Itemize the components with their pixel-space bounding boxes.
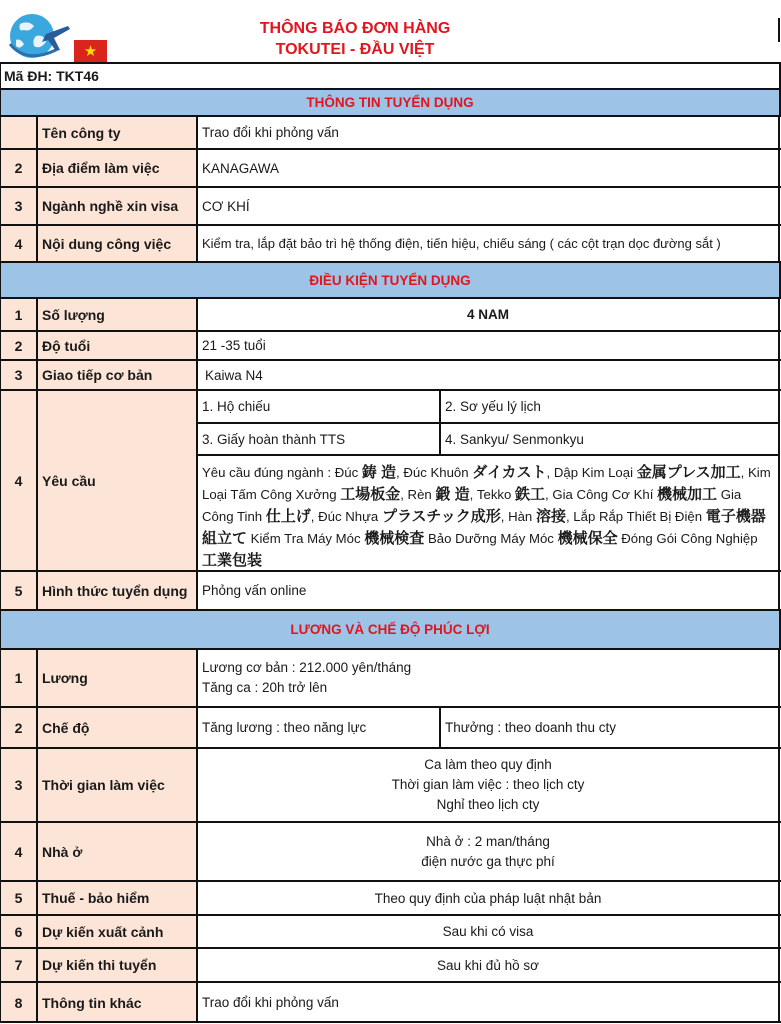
table-row [0,821,781,880]
flag-star: ★ [83,42,98,60]
row-value-left: Tăng lương : theo năng lực [196,708,439,747]
document-item: 1. Hộ chiếu [198,391,439,422]
row-label: Tên công ty [36,117,196,148]
row-label: Thông tin khác [36,983,196,1022]
requirements-grid [196,391,780,570]
vietnam-flag-icon [74,40,107,62]
table-row [0,648,781,706]
row-value: Trao đổi khi phỏng vấn [196,117,780,148]
globe-airplane-logo-icon [6,10,72,62]
table-row [0,747,781,821]
value-line: Nhà ở : 2 man/tháng [426,833,550,849]
row-number: 3 [0,749,36,821]
row-label: Dự kiến thi tuyển [36,949,196,981]
requirement-text: , Hàn [500,509,536,524]
row-label: Ngành nghề xin visa [36,188,196,224]
row-label: Nhà ở [36,823,196,880]
table-row [0,706,781,747]
header-border [778,18,780,42]
document-header [0,0,781,64]
japanese-term: 機械保全 [557,530,618,547]
row-value: CƠ KHÍ [196,188,780,224]
japanese-term: 鉄工 [515,486,546,503]
row-label: Thuế - bảo hiểm [36,882,196,914]
row-label: Độ tuổi [36,332,196,359]
row-label: Yêu cầu [36,391,196,570]
row-number: 5 [0,882,36,914]
requirement-text: , Rèn [400,487,436,502]
row-label: Địa điểm làm việc [36,150,196,186]
table-row [0,914,781,947]
row-number: 1 [0,650,36,706]
row-label: Số lượng [36,299,196,330]
table-row [0,297,781,330]
row-number: 2 [0,332,36,359]
row-label: Hình thức tuyển dụng [36,572,196,609]
row-value: Phỏng vấn online [196,572,780,609]
row-value: Kaiwa N4 [196,361,780,389]
row-number: 8 [0,983,36,1022]
requirement-text: , Dập Kim Loại [546,465,637,480]
row-number: 4 [0,823,36,880]
row-value: Kiểm tra, lắp đặt bảo trì hệ thống điện, tiến hiệu, chiếu sáng ( các cột trạn dọc đường sắt ) [196,226,780,261]
row-number: 4 [0,391,36,570]
row-number: 7 [0,949,36,981]
japanese-term: ダイカスト [472,464,547,481]
japanese-term: 工業包装 [202,552,263,569]
table-row [0,224,781,261]
row-value: Sau khi đủ hồ sơ [196,949,780,981]
row-value: KANAGAWA [196,150,780,186]
row-value: Sau khi có visa [196,916,780,947]
section-header-salary-benefits: LƯƠNG VÀ CHẾ ĐỘ PHÚC LỢI [0,609,781,648]
requirement-text: , Kim Loại Tấm Công Xưởng [202,465,771,502]
row-label: Dự kiến xuất cảnh [36,916,196,947]
title-line-2: TOKUTEI - ĐẦU VIỆT [275,41,435,58]
requirement-text: , Đúc Khuôn [396,465,473,480]
industry-requirements-text [198,456,778,570]
row-value: 21 -35 tuổi [196,332,780,359]
documents-row [198,391,778,422]
document-item: 3. Giấy hoàn thành TTS [198,424,439,454]
row-label: Thời gian làm việc [36,749,196,821]
row-label: Giao tiếp cơ bản [36,361,196,389]
row-number: 3 [0,188,36,224]
industry-requirements [198,454,778,570]
japanese-term: 鍛 造 [435,486,470,503]
japanese-term: 工場板金 [340,486,401,503]
japanese-term: 電子機器組立て [202,508,766,547]
value-line: Lương cơ bản : 212.000 yên/tháng [202,660,412,675]
value-line: Tăng ca : 20h trở lên [202,680,328,695]
row-value [196,650,780,706]
row-label: Nội dung công việc [36,226,196,261]
japanese-term: 仕上げ [265,508,311,525]
japanese-term: 機械加工 [657,486,718,503]
row-value: Theo quy định của pháp luật nhật bản [196,882,780,914]
row-number: 5 [0,572,36,609]
row-value: 4 NAM [196,299,780,330]
japanese-term: 溶接 [535,508,566,525]
row-value: Trao đổi khi phỏng vấn [196,983,780,1022]
document-item: 2. Sơ yếu lý lịch [439,391,778,422]
section-header-conditions: ĐIỀU KIỆN TUYỂN DỤNG [0,261,781,297]
table-row [0,880,781,914]
table-row [0,570,781,609]
requirement-text: Kiểm Tra Máy Móc [247,531,365,546]
value-line: Nghỉ theo lịch cty [436,797,540,812]
document-item: 4. Sankyu/ Senmonkyu [439,424,778,454]
table-row [0,947,781,981]
title-line-1: THÔNG BÁO ĐƠN HÀNG [259,20,451,37]
requirement-text: , Tekko [469,487,516,502]
row-label: Lương [36,650,196,706]
requirement-text: , Gia Công Cơ Khí [545,487,658,502]
value-line: Thời gian làm việc : theo lịch cty [391,777,585,792]
order-code: Mã ĐH: TKT46 [0,62,781,88]
table-row [0,115,781,148]
japanese-term: 金属プレス加工 [636,464,741,481]
table-row [0,330,781,359]
requirement-text: , Đúc Nhựa [310,509,382,524]
row-number [0,117,36,148]
row-number: 4 [0,226,36,261]
section-header-recruitment-info: THÔNG TIN TUYỂN DỤNG [0,88,781,115]
value-line: điện nước ga thực phí [421,853,555,869]
row-value [196,823,780,880]
requirement-text: Yêu cầu đúng ngành : Đúc [202,465,362,480]
table-row [0,359,781,389]
requirement-text: Đóng Gói Công Nghiệp [617,531,758,546]
table-row-requirements [0,389,781,570]
row-number: 2 [0,708,36,747]
row-number: 1 [0,299,36,330]
japanese-term: 鋳 造 [361,464,397,481]
requirement-text: Bảo Dưỡng Máy Móc [424,531,558,546]
table-bottom-border [0,1021,781,1023]
document-title [190,18,520,60]
value-line: Ca làm theo quy định [424,757,552,772]
row-number: 3 [0,361,36,389]
row-number: 2 [0,150,36,186]
row-value-right: Thưởng : theo doanh thu cty [439,708,780,747]
table-row [0,148,781,186]
table-row [0,186,781,224]
japanese-term: 機械検査 [364,530,425,547]
row-value [196,749,780,821]
row-label: Chế độ [36,708,196,747]
row-number: 6 [0,916,36,947]
requirement-text: , Lắp Rắp Thiết Bị Điện [565,509,706,524]
requirement-text: Gia Công Tinh [202,487,742,524]
table-row [0,981,781,1022]
japanese-term: プラスチック成形 [381,508,501,525]
documents-row [198,422,778,454]
